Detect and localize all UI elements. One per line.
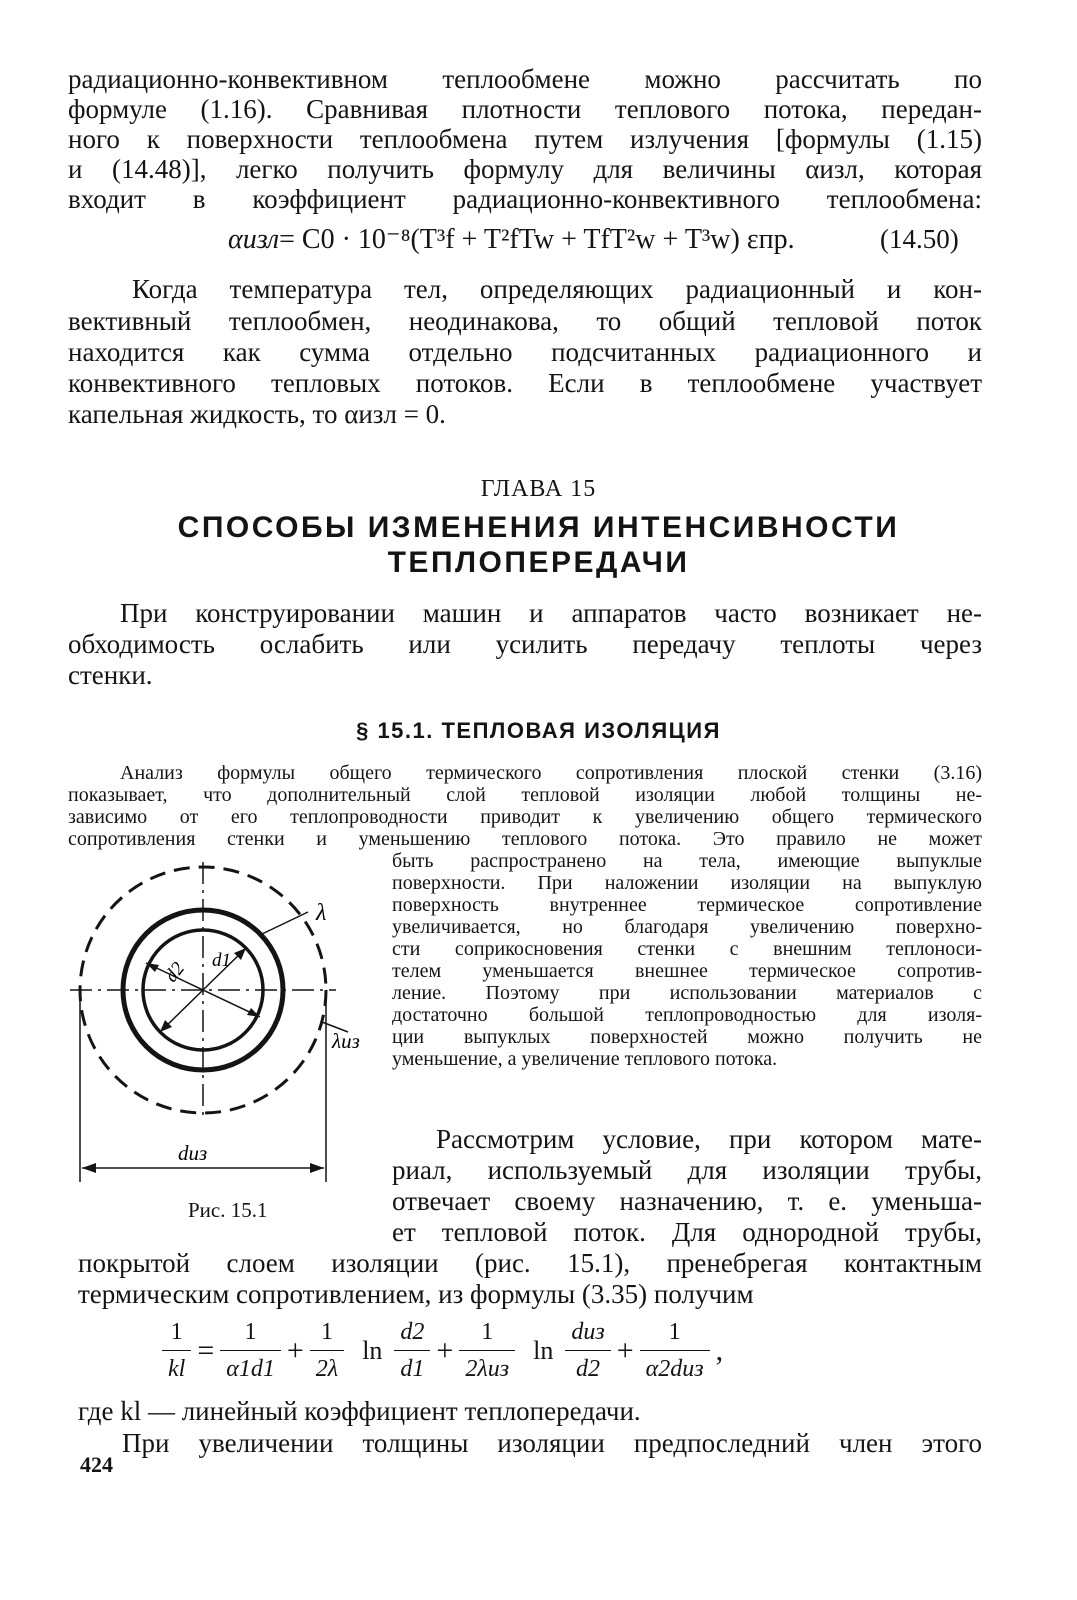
text-line: уменьшение, а увеличение теплового потока. bbox=[392, 1048, 778, 1070]
fraction: $\frac{1}{kl}$ bbox=[162, 1318, 191, 1383]
text-line: формуле (1.16). Сравнивая плотности теплового потока, передан- bbox=[68, 94, 982, 124]
text-line: Анализ формулы общего термического сопротивления плоской стенки (3.16) bbox=[120, 762, 982, 784]
d1-label: d1 bbox=[212, 950, 231, 971]
text-line: поверхности. При наложении изоляции на выпуклую bbox=[392, 872, 982, 894]
figure-caption: Рис. 15.1 bbox=[188, 1198, 268, 1222]
text-line: ции выпуклых поверхностей можно получить не bbox=[392, 1026, 982, 1048]
fraction: $\frac{1}{2\lambda}$ bbox=[310, 1318, 344, 1383]
arrow-head bbox=[82, 1163, 96, 1173]
text-line: ного к поверхности теплообмена путем излучения [формулы (1.15) bbox=[68, 124, 982, 154]
fraction: $\frac{1}{\text{2λиз}}$ bbox=[459, 1318, 515, 1383]
text-line: увеличивается, но благодаря увеличению поверхно- bbox=[392, 916, 982, 938]
text-line: Рассмотрим условие, при котором мате- bbox=[436, 1124, 982, 1154]
fraction: $\frac{1}{\alpha 1d1}$ bbox=[220, 1318, 281, 1383]
text-line: достаточно большой теплопроводностью для изоля- bbox=[392, 1004, 982, 1026]
lambda-leader-line bbox=[262, 912, 308, 934]
text-line: вективный теплообмен, неодинакова, то общий тепловой поток bbox=[68, 306, 982, 336]
fraction: $\frac{1}{\text{α2dиз}}$ bbox=[640, 1318, 710, 1383]
linear-resistance-equation: $\frac{1}{kl}$ = $\frac{1}{\alpha 1d1}$ + $\frac{1}{2\lambda}$ ln $\frac{d2}{d1}$ + $\frac{1}{\text{2λиз}}$ ln $\frac{\text{dиз}}{d2}$ + $\frac{1}{\text{α2dиз}}$ , bbox=[158, 1318, 725, 1383]
d2-label: d2 bbox=[160, 958, 190, 987]
text-line: термическим сопротивлением, из формулы (3.35) получим bbox=[78, 1279, 754, 1309]
text-line: сти соприкосновения стенки с внешним теплоноси- bbox=[392, 938, 982, 960]
text-line: находится как сумма отдельно подсчитанных радиационного и bbox=[68, 337, 982, 367]
text-line: стенки. bbox=[68, 660, 153, 690]
text-line: радиационно-конвективном теплообмене можно рассчитать по bbox=[68, 64, 982, 94]
text-line: капельная жидкость, то αизл = 0. bbox=[68, 399, 446, 429]
text-line: входит в коэффициент радиационно-конвективного теплообмена: bbox=[68, 184, 982, 214]
text-line: ление. Поэтому при использовании материалов с bbox=[392, 982, 982, 1004]
text-line: зависимо от его теплопроводности приводит к увеличению общего термического bbox=[68, 806, 982, 828]
text-line: ет тепловой поток. Для однородной трубы, bbox=[392, 1217, 982, 1247]
equation-body: = C0 · 10⁻⁸(T³f + T²fTw + TfT²w + T³w) εпр. bbox=[279, 224, 795, 255]
text-line: При увеличении толщины изоляции предпоследний член этого bbox=[122, 1428, 982, 1458]
equation-14-50 bbox=[228, 222, 795, 256]
text-line: покрытой слоем изоляции (рис. 15.1), пренебрегая контактным bbox=[78, 1248, 982, 1278]
insulated-pipe-figure bbox=[60, 862, 370, 1192]
text-line: показывает, что дополнительный слой тепловой изоляции любой толщины не- bbox=[68, 784, 982, 806]
text-line: сопротивления стенки и уменьшению теплового потока. Это правило не может bbox=[68, 828, 982, 850]
section-title: § 15.1. ТЕПЛОВАЯ ИЗОЛЯЦИЯ bbox=[356, 718, 721, 743]
d-iz-label: dиз bbox=[178, 1141, 208, 1165]
text-line: При конструировании машин и аппаратов часто возникает не- bbox=[120, 598, 982, 628]
text-line: отвечает своему назначению, т. е. уменьша- bbox=[392, 1186, 982, 1216]
arrow-head bbox=[310, 1163, 324, 1173]
where-line: где kl — линейный коэффициент теплопередачи. bbox=[78, 1396, 641, 1426]
equation-lhs: αизл bbox=[228, 224, 280, 255]
equation-number: (14.50) bbox=[880, 224, 959, 254]
text-line: риал, используемый для изоляции трубы, bbox=[392, 1155, 982, 1185]
text-line: телем уменьшается внешнее термическое сопротив- bbox=[392, 960, 982, 982]
text-line: конвективного тепловых потоков. Если в теплообмене участвует bbox=[68, 368, 982, 398]
page-number: 424 bbox=[80, 1452, 113, 1477]
fraction: $\frac{\text{dиз}}{d2}$ bbox=[565, 1318, 610, 1383]
text-line: быть распространено на тела, имеющие выпуклые bbox=[392, 850, 982, 872]
lambda-iz-label: λиз bbox=[332, 1029, 360, 1053]
lambda-label: λ bbox=[316, 900, 327, 926]
fraction: $\frac{d2}{d1}$ bbox=[394, 1318, 430, 1383]
text-line: обходимость ослабить или усилить передачу теплоты через bbox=[68, 629, 982, 659]
chapter-label: ГЛАВА 15 bbox=[480, 476, 597, 502]
text-line: и (14.48)], легко получить формулу для величины αизл, которая bbox=[68, 154, 982, 184]
text-line: поверхность внутреннее термическое сопротивление bbox=[392, 894, 982, 916]
chapter-title-line1: СПОСОБЫ ИЗМЕНЕНИЯ ИНТЕНСИВНОСТИ bbox=[177, 511, 900, 544]
chapter-title-line2: ТЕПЛОПЕРЕДАЧИ bbox=[387, 546, 690, 579]
text-line: Когда температура тел, определяющих радиационный и кон- bbox=[132, 274, 982, 304]
